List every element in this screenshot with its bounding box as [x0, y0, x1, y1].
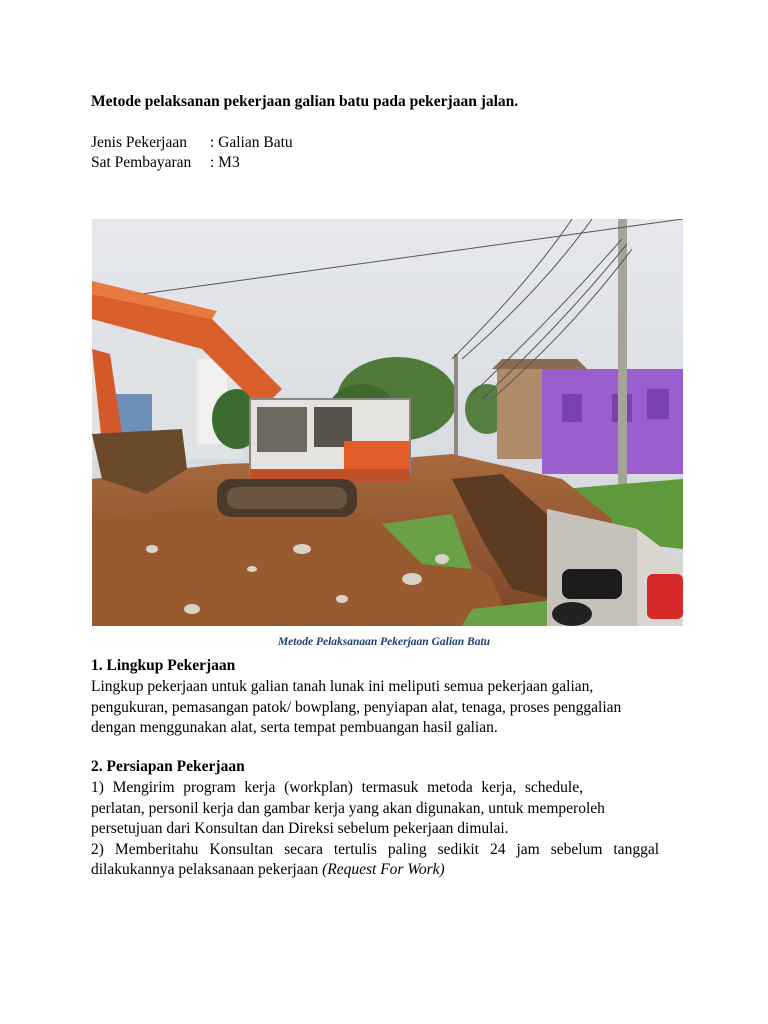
request-for-work-note: (Request For Work) [322, 861, 445, 878]
paragraph-line: dengan menggunakan alat, serta tempat pembuangan hasil galian. [91, 719, 498, 736]
photo-caption: Metode Pelaksanaan Pekerjaan Galian Batu [277, 636, 491, 648]
paragraph-text: dilakukannya pelaksanaan pekerjaan [91, 861, 319, 878]
paragraph-line: perlatan, personil kerja dan gambar kerja yang akan digunakan, untuk memperoleh [91, 799, 605, 817]
meta-key: Jenis Pekerjaan [91, 134, 187, 151]
meta-value: : M3 [210, 154, 240, 171]
paragraph-line: 1) Mengirim program kerja (workplan) termasuk metoda kerja, schedule, [91, 779, 583, 796]
paragraph-line: persetujuan dari Konsultan dan Direksi sebelum pekerjaan dimulai. [91, 820, 509, 837]
meta-key: Sat Pembayaran [91, 154, 192, 171]
paragraph-line: pengukuran, pemasangan patok/ bowplang, penyiapan alat, tenaga, proses penggalian [91, 698, 622, 716]
meta-row-jenis [91, 134, 293, 152]
excavation-photo [92, 219, 683, 626]
meta-value: : Galian Batu [210, 134, 293, 151]
paragraph-line: 2) Memberitahu Konsultan secara tertulis paling sedikit 24 jam sebelum tanggal [91, 840, 659, 858]
section-heading-lingkup: 1. Lingkup Pekerjaan [91, 657, 236, 674]
paragraph-line: Lingkup pekerjaan untuk galian tanah lunak ini meliputi semua pekerjaan galian, [91, 678, 594, 695]
section-heading-persiapan: 2. Persiapan Pekerjaan [91, 758, 245, 775]
section-body-lingkup [91, 677, 681, 739]
meta-row-satuan [91, 154, 240, 172]
paragraph-line-last [91, 860, 681, 881]
section-body-persiapan [91, 778, 681, 881]
document-title: Metode pelaksanan pekerjaan galian batu pada pekerjaan jalan. [91, 93, 519, 110]
